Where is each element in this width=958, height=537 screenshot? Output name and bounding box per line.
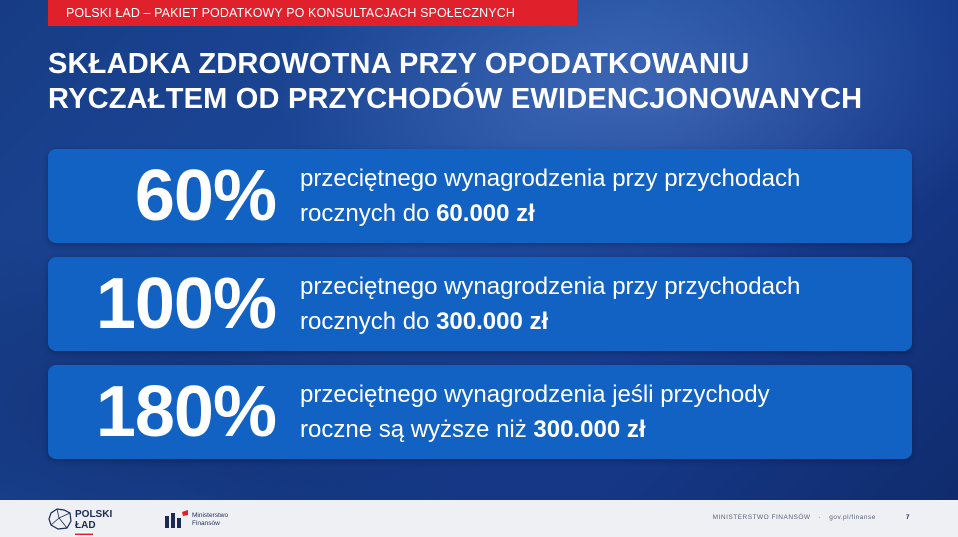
amount-value: 300.000 zł — [436, 308, 549, 335]
info-box-60 — [48, 149, 912, 243]
description — [300, 269, 900, 339]
polski-lad-logo — [48, 506, 123, 534]
title-line-1: SKŁADKA ZDROWOTNA PRZY OPODATKOWANIU — [48, 48, 750, 80]
page-number: 7 — [905, 514, 910, 521]
page-title — [48, 47, 928, 117]
description-prefix: roczne są wyższe niż — [300, 416, 534, 443]
info-box-100 — [48, 257, 912, 351]
logo-line-2: ŁAD — [75, 520, 96, 531]
flag-icon — [75, 532, 93, 535]
description-line-2 — [300, 196, 900, 231]
description-line-2 — [300, 412, 900, 447]
polski-lad-text — [75, 509, 112, 531]
description-prefix: rocznych do — [300, 308, 437, 335]
percent-value: 100% — [95, 264, 276, 344]
amount-value: 300.000 zł — [533, 416, 646, 443]
footer — [0, 500, 958, 537]
description-line-1: przeciętnego wynagrodzenia jeśli przychody — [300, 381, 770, 408]
polski-lad-map-icon — [48, 508, 72, 530]
description-line-2 — [300, 304, 900, 339]
mf-line-1: Ministerstwo — [192, 512, 229, 519]
title-line-2: RYCZAŁTEM OD PRZYCHODÓW EWIDENCJONOWANYCH — [48, 83, 863, 115]
description-prefix: rocznych do — [300, 200, 437, 227]
footer-info — [713, 514, 910, 521]
percent-value: 180% — [95, 372, 276, 452]
info-box-180 — [48, 365, 912, 459]
mf-line-2: Finansów — [192, 520, 220, 527]
mf-text — [192, 512, 228, 528]
description — [300, 377, 900, 447]
header-tag: POLSKI ŁAD – PAKIET PODATKOWY PO KONSULTACJACH SPOŁECZNYCH — [48, 0, 577, 26]
website-link[interactable]: gov.pl/finanse — [829, 514, 876, 521]
logo-line-1: POLSKI — [75, 509, 113, 520]
ministerstwo-finansow-logo — [165, 508, 265, 532]
mf-emblem-icon — [165, 510, 189, 528]
percent-value: 60% — [134, 156, 276, 236]
ministry-name: MINISTERSTWO FINANSÓW — [712, 514, 811, 521]
description-line-1: przeciętnego wynagrodzenia przy przychodach — [300, 165, 801, 192]
amount-value: 60.000 zł — [436, 200, 535, 227]
description-line-1: przeciętnego wynagrodzenia przy przychodach — [300, 273, 801, 300]
separator: · — [818, 514, 822, 521]
description — [300, 161, 900, 231]
